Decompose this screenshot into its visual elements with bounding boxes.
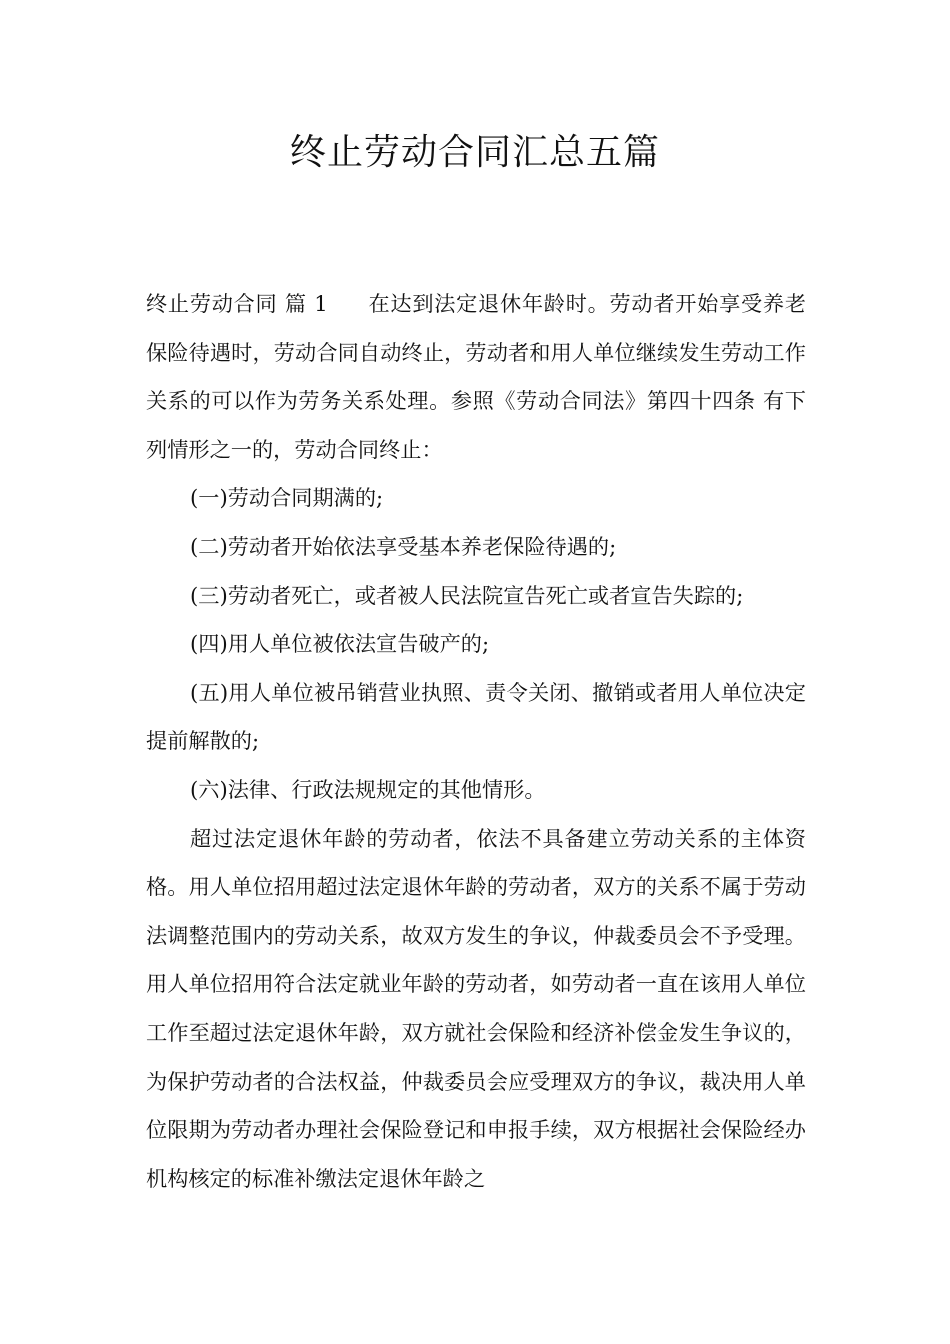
intro-paragraph bbox=[146, 280, 806, 474]
list-item: (五)用人单位被吊销营业执照、责令关闭、撤销或者用人单位决定提前解散的; bbox=[146, 679, 806, 754]
closing-paragraph: 超过法定退休年龄的劳动者，依法不具备建立劳动关系的主体资格。用人单位招用超过法定退休年龄的劳动者，双方的关系不属于劳动法调整范围内的劳动关系，故双方发生的争议，仲裁委员会不予受理。用人单位招用符合法定就业年龄的劳动者，如劳动者一直在该用人单位工作至超过法定退休年龄，双方就社会保险和经济补偿金发生争议的，为保护劳动者的合法权益，仲裁委员会应受理双方的争议，裁决用人单位限期为劳动者办理社会保险登记和申报手续，双方根据社会保险经办机构核定的标准补缴法定退休年龄之 bbox=[146, 825, 806, 1191]
document-title: 终止劳动合同汇总五篇 bbox=[289, 132, 660, 173]
list-item: (六)法律、行政法规规定的其他情形。 bbox=[190, 776, 546, 802]
list-item: (四)用人单位被依法宣告破产的; bbox=[190, 631, 490, 657]
list-item: (三)劳动者死亡，或者被人民法院宣告死亡或者宣告失踪的; bbox=[190, 582, 744, 608]
list-item: (二)劳动者开始依法享受基本养老保险待遇的; bbox=[190, 533, 617, 559]
document-body bbox=[146, 280, 806, 1203]
section-heading: 终止劳动合同 篇 1 bbox=[146, 291, 328, 316]
list-item: (一)劳动合同期满的; bbox=[190, 485, 384, 511]
intro-text: 在达到法定退休年龄时。劳动者开始享受养老保险待遇时，劳动合同自动终止，劳动者和用人单位继续发生劳动工作关系的可以作为劳务关系处理。参照《劳动合同法》第四十四条 有下列情形之一的，劳动合同终止： bbox=[146, 291, 806, 462]
